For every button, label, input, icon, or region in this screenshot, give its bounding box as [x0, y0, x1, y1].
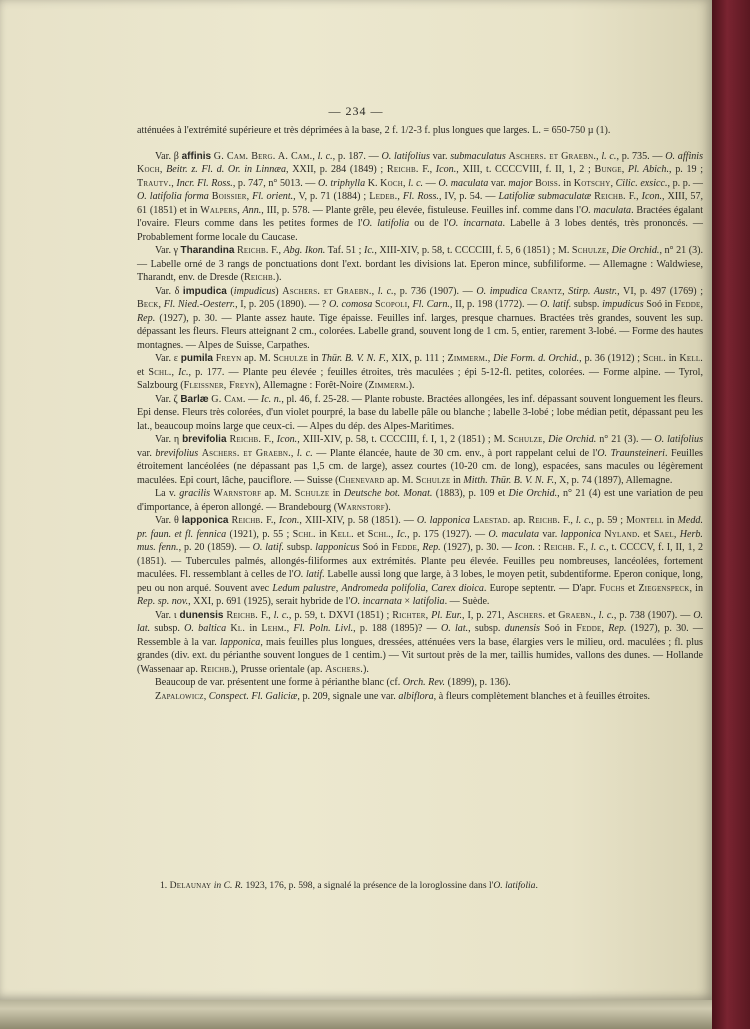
- page-bottom-edge: [0, 1000, 712, 1029]
- paragraph: Var. ζ Barlæ G. Cam. — Ic. n., pl. 46, f. 25-28. — Plante robuste. Bractées allongées, les inf. dépassant souvent longuement les fleurs. Epi dense. Fleurs très colorées, d'un violet pourpré, la base du labelle pâle ou blanche ; labelle 3-lobé ; lobe médian petit, dépassant peu les lat., beaucoup moins large que ceux-ci. — Alpes du dép. des Alpes-Maritimes.: [137, 393, 703, 432]
- paragraph: Var. η brevifolia Reichb. F., Icon., XIII-XIV, p. 58, t. CCCCIII, f. I, 1, 2 (1851) ; M. Schulze, Die Orchid. n° 21 (3). — O. latifolius var. brevifolius Aschers. et Graebn., l. c. — Plante élancée, haute de 30 cm. env., à port rappelant celui de l'O. Traunsteineri. Feuilles étroitement lancéolées (ne dépassant pas 1,5 cm. de large), assez courtes (10-20 cm. de long), espacées, sans macules ou légèrement maculées. Epi court, lâche, pauciflore. — Suisse (Chenevard ap. M. Schulze in Mitth. Thür. B. V. N. F., X, p. 74 (1897), Allemagne.: [137, 434, 704, 486]
- paragraph: Zapalowicz, Conspect. Fl. Galiciæ, p. 209, signale une var. albiflora, à fleurs complètement blanches et à feuilles étroites.: [155, 690, 651, 702]
- paragraph: La v. gracilis Warnstorf ap. M. Schulze in Deutsche bot. Monat. (1883), p. 109 et Die Orchid., n° 21 (4) est une variation de peu d'importance, à éperon allongé. — Brandebourg (Warnstorf).: [137, 488, 704, 513]
- paragraph: Var. ι dunensis Reichb. F., l. c., p. 59, t. DXVI (1851) ; Richter, Pl. Eur., I, p. 271, Aschers. et Graebn., l. c., p. 738 (1907). — O. lat. subsp. O. baltica Kl. in Lehm., Fl. Poln. Livl., p. 188 (1895)? — O. lat., subsp. dunensis Soó in Fedde, Rep. (1927), p. 30. — Ressemble à la var. lapponica, mais feuilles plus longues, dressées, atténuées vers la base, élargies vers le milieu, ord. maculées ; fl. plus grandes (div. ext. du périanthe souvent longues de 1 centim.) — Vit surtout près de la mer, taillis humides, vallons des dunes. — Hollande (Wassenaar ap. Reichb.), Prusse orientale (ap. Aschers.).: [137, 609, 704, 675]
- paragraph: Var. γ Tharandina Reichb. F., Abg. Ikon. Taf. 51 ; Ic., XIII-XIV, p. 58, t. CCCCIII, f. 5, 6 (1851) ; M. Schulze, Die Orchid., n° 21 (3). — Labelle orné de 3 rangs de ponctuations dont l'ext. bordant les divisions lat. Eperon mince, subfiliforme. — Allemagne : Waldwiese, Tharandt, env. de Dresde (Reichb.).: [137, 245, 704, 283]
- paragraph: Var. δ impudica (impudicus) Aschers. et Graebn., l. c., p. 736 (1907). — O. impudica Crantz, Stirp. Austr., VI, p. 497 (1769) ; Beck, Fl. Nied.-Oesterr., I, p. 205 (1890). — ? O. comosa Scopoli, Fl. Carn., II, p. 198 (1772). — O. latif. subsp. impudicus Soó in Fedde, Rep. (1927), p. 30. — Plante assez haute. Tige épaisse. Feuilles inf. larges, presque charnues. Bractées très grandes, souvent les sup. dépassant les fleurs. Fleurs atteignant 2 cm., colorées. Labelle grand, souvent long de 1 cm. 5, entier, rarement 3-lobé. — Forme des hautes montagnes. — Alpes de Suisse, Carpathes.: [137, 285, 704, 351]
- paragraph: Var. θ lapponica Reichb. F., Icon., XIII-XIV, p. 58 (1851). — O. lapponica Laestad. ap. Reichb. F., l. c., p. 59 ; Montell in Medd. pr. faun. et fl. fennica (1921), p. 55 ; Schl. in Kell. et Schl., Ic., p. 175 (1927). — O. maculata var. lapponica Nyland. et Sael, Herb. mus. fenn., p. 20 (1859). — O. latif. subsp. lapponicus Soó in Fedde, Rep. (1927), p. 30. — Icon. : Reichb. F., l. c., t. CCCCV, f. I, II, 1, 2 (1851). — Tubercules palmés, allongés-filiformes aux extrémités. Plante peu élevée. Feuilles peu nombreuses, lancéolées, fortement maculées. Fl. ressemblant à celles de l'O. latif. Labelle aussi long que large, à 3 lobes, le moyen petit, subdentiforme. Eperon conique, long, peu ou non arqué. Souvent avec Ledum palustre, Andromeda polifolia, Carex dioica. Europe septentr. — D'apr. Fuchs et Ziegenspeck, in Rep. sp. nov., XXI, p. 691 (1925), serait hybride de l'O. incarnata × latifolia. — Suède.: [137, 515, 704, 607]
- footnote: 1. Delaunay in C. R. 1923, 176, p. 598, a signalé la présence de la loroglossine dans l'O. latifolia.: [160, 880, 538, 891]
- paragraph: Var. β affinis G. Cam. Berg. A. Cam., l. c., p. 187. — O. latifolius var. submaculatus Aschers. et Graebn., l. c., p. 735. — O. affinis Koch, Beitr. z. Fl. d. Or. in Linnæa, XXII, p. 284 (1849) ; Reichb. F., Icon., XIII, t. CCCCVIII, f. II, 1, 2 ; Bunge, Pl. Abich., p. 19 ; Trautv., Incr. Fl. Ross., p. 747, n° 5013. — O. triphylla K. Koch, l. c. — O. maculata var. major Boiss. in Kotschy, Cilic. exsicc., p. p. — O. latifolia forma Boissier, Fl. orient., V, p. 71 (1884) ; Ledeb., Fl. Ross., IV, p. 54. — Latifoliæ submaculatæ Reichb. F., Icon., XIII, 57, 61 (1851) et in Walpers, Ann., III, p. 578. — Plante grêle, peu élevée, fistuleuse. Feuilles inf. comme dans l'O. maculata. Bractées égalant l'ovaire. Fleurs comme dans les petites formes de l'O. latifolia ou de l'O. incarnata. Labelle à 3 lobes dentés, très prononcés. — Probablement forme locale du Caucase.: [137, 150, 704, 243]
- book-cover-edge: [712, 0, 750, 1029]
- paragraph: Beaucoup de var. présentent une forme à périanthe blanc (cf. Orch. Rev. (1899), p. 136).: [155, 677, 511, 688]
- paragraph: Var. ε pumila Freyn ap. M. Schulze in Thür. B. V. N. F., XIX, p. 111 ; Zimmerm., Die Form. d. Orchid., p. 36 (1912) ; Schl. in Kell. et Schl., Ic., p. 177. — Plante peu élevée ; feuilles étroites, très maculées ; épi 5-12-fl. petites, colorées. — Forme alpine. — Tyrol, Salzbourg (Fleissner, Freyn), Allemagne : Forêt-Noire (Zimmerm.).: [137, 353, 704, 391]
- paragraph: atténuées à l'extrémité supérieure et très déprimées à la base, 2 f. 1/2-3 f. plus longues que larges. L. = 650-750 µ (1).: [137, 125, 611, 136]
- body-text: [137, 124, 703, 703]
- page-number: — 234 —: [328, 104, 384, 118]
